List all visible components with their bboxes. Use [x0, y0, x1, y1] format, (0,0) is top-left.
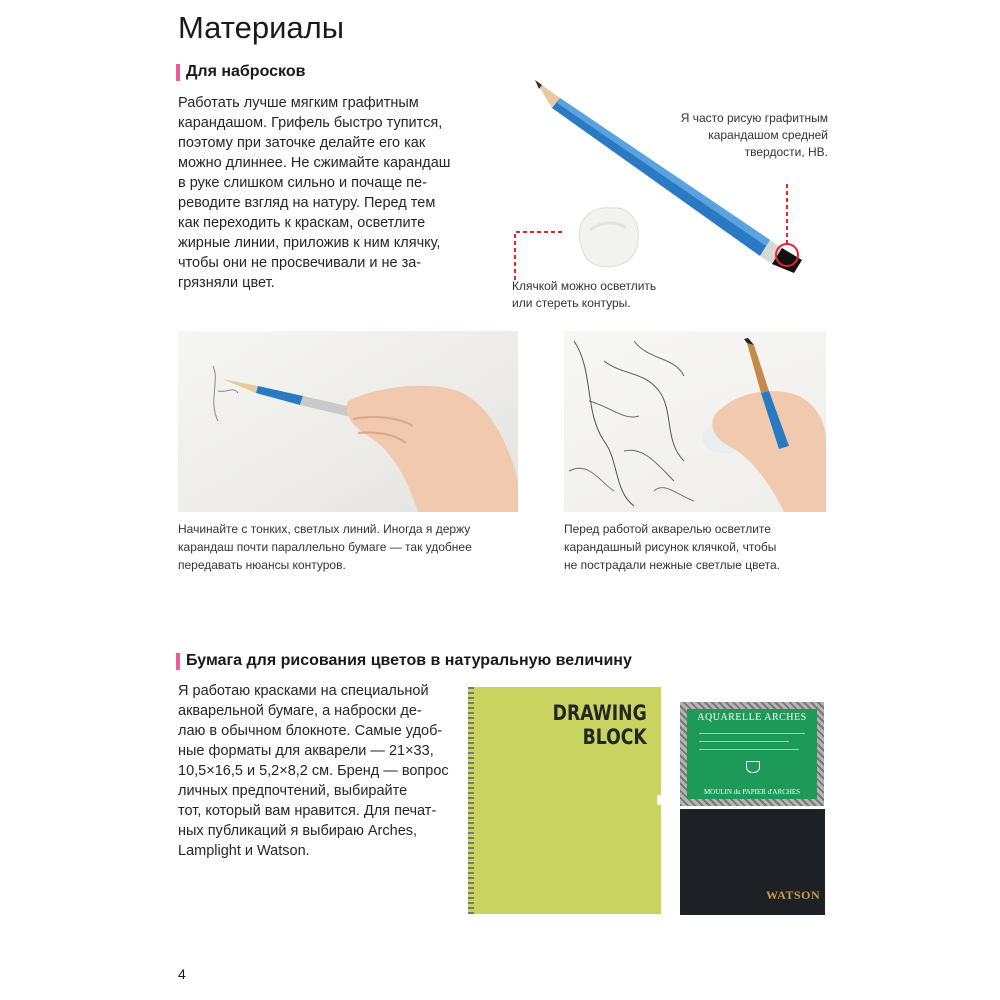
watson-pad	[680, 809, 825, 915]
text-line: акварельной бумаге, а наброски де-	[178, 703, 422, 719]
page-title: Материалы	[178, 10, 344, 45]
kneaded-eraser-icon	[579, 208, 638, 267]
text-line: можно длиннее. Не сжимайте карандаш	[178, 155, 451, 171]
callout-line: карандашом средней	[708, 128, 828, 142]
pencil-eraser-illustration	[500, 70, 840, 300]
section-heading-text: Для набросков	[186, 63, 306, 80]
section-heading-text: Бумага для рисования цветов в натуральную величину	[186, 652, 632, 669]
text-line: чтобы они не просвечивали и не за-	[178, 255, 422, 271]
callout-line: Клячкой можно осветлить	[512, 279, 657, 293]
page-number: 4	[178, 966, 186, 982]
pencil-icon	[535, 80, 802, 273]
caption-line: карандашный рисунок клячкой, чтобы	[564, 540, 777, 554]
arches-text-line	[699, 733, 805, 734]
photo-hand-drawing	[178, 331, 518, 512]
text-line: ные форматы для акварели — 21×33,	[178, 743, 434, 759]
text-line: 10,5×16,5 и 5,2×8,2 см. Бренд — вопрос	[178, 763, 449, 779]
text-line: жирные линии, приложив к ним клячку,	[178, 235, 441, 251]
section-heading-paper	[176, 652, 632, 670]
text-line: Lamplight и Watson.	[178, 843, 310, 859]
arches-text-line	[699, 749, 799, 750]
drawing-block-label-line: DRAWING	[552, 701, 647, 725]
section-accent-bar	[176, 64, 180, 81]
photo-hand-erasing-image	[564, 331, 826, 512]
text-line: тот, который вам нравится. Для печат-	[178, 803, 437, 819]
paper-paragraph	[178, 681, 463, 861]
text-line: поэтому при заточке делайте его как	[178, 135, 426, 151]
arches-pad-cover	[687, 709, 817, 799]
arches-footer: MOULIN du PAPIER d'ARCHES	[703, 788, 801, 796]
text-line: в руке слишком сильно и почаще пе-	[178, 175, 427, 191]
spiral-binding	[468, 687, 474, 914]
callout-line: Я часто рисую графитным	[680, 111, 828, 125]
pencil-callout	[648, 110, 828, 161]
photo-hand-erasing	[564, 331, 826, 512]
text-line: грязняли цвет.	[178, 275, 275, 291]
caption-line: Начинайте с тонких, светлых линий. Иногда я держу	[178, 522, 471, 536]
caption-line: не пострадали нежные светлые цвета.	[564, 558, 780, 572]
text-line: реводите взгляд на натуру. Перед тем	[178, 195, 436, 211]
drawing-block-pad	[468, 687, 661, 914]
arches-text-line	[699, 741, 789, 742]
pad-clip	[657, 795, 663, 805]
drawing-block-label	[553, 701, 647, 749]
text-line: карандашом. Грифель быстро тупится,	[178, 115, 443, 131]
arches-seal-icon	[746, 761, 760, 773]
caption-hand-drawing	[178, 520, 518, 574]
caption-line: карандаш почти параллельно бумаге — так удобнее	[178, 540, 472, 554]
caption-line: передавать нюансы контуров.	[178, 558, 346, 572]
callout-line: твердости, HB.	[744, 145, 828, 159]
text-line: ных публикаций я выбираю Arches,	[178, 823, 418, 839]
caption-line: Перед работой акварелью осветлите	[564, 522, 771, 536]
text-line: Работать лучше мягким графитным	[178, 95, 419, 111]
arches-pad	[680, 702, 824, 806]
eraser-callout	[512, 278, 662, 312]
text-line: лаю в обычном блокноте. Самые удоб-	[178, 723, 443, 739]
drawing-block-label-line: BLOCK	[582, 725, 647, 749]
arches-label: AQUARELLE ARCHES	[697, 712, 807, 723]
text-line: как переходить к краскам, осветлите	[178, 215, 426, 231]
section-accent-bar	[176, 653, 180, 670]
intro-paragraph	[178, 93, 478, 293]
caption-hand-erasing	[564, 520, 814, 574]
photo-hand-drawing-image	[178, 331, 518, 512]
callout-line: или стереть контуры.	[512, 296, 631, 310]
text-line: Я работаю красками на специальной	[178, 683, 429, 699]
text-line: личных предпочтений, выбирайте	[178, 783, 408, 799]
section-heading-sketches	[176, 63, 305, 81]
watson-logo: WATSON	[766, 888, 821, 902]
eraser-callout-leader	[515, 232, 562, 280]
